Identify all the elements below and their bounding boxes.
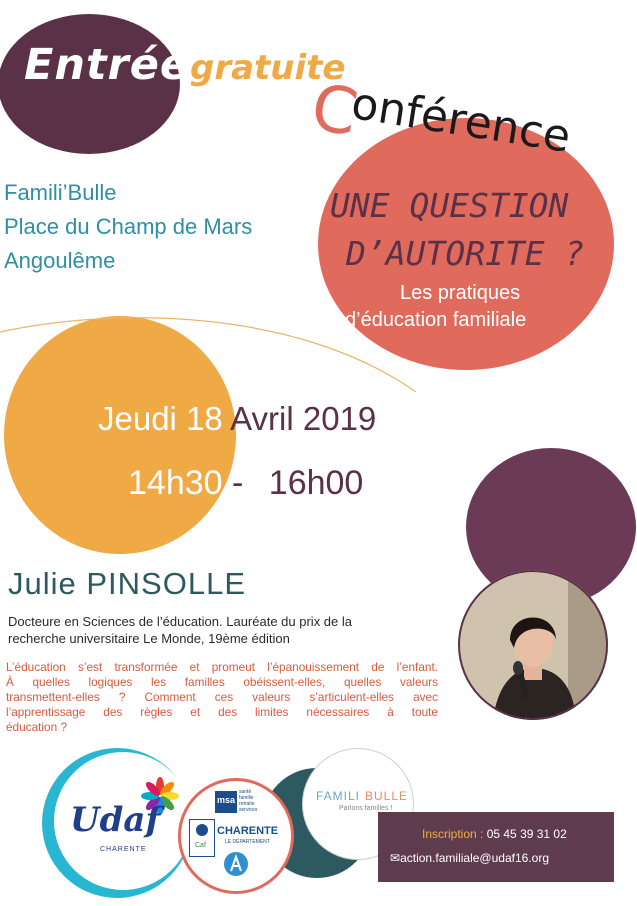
conference-rest: onférence bbox=[348, 78, 575, 163]
date-number: 18 bbox=[186, 400, 223, 437]
time-line bbox=[128, 464, 363, 503]
contact-inscription bbox=[422, 827, 567, 841]
description-line1: L’éducation s’est transformée et promeut l’épanouissement de l’enfant. bbox=[6, 660, 438, 674]
charente-a-icon bbox=[223, 851, 249, 877]
famili-tagline: Parlons familles ! bbox=[339, 805, 393, 812]
entree-label: Entrée bbox=[24, 40, 191, 90]
conference-heading bbox=[305, 70, 622, 163]
partners-circle bbox=[178, 778, 294, 894]
famili-wordmark: FAMILI bbox=[316, 789, 361, 803]
venue-line2: Place du Champ de Mars bbox=[4, 214, 253, 239]
contact-email-row bbox=[390, 851, 549, 865]
description-line3: transmettent-elles ? Comment ces valeurs s’articulent-elles avec bbox=[6, 690, 438, 704]
charente-wordmark: CHARENTE bbox=[217, 825, 279, 837]
speaker-bio-line2: recherche universitaire Le Monde, 19ème édition bbox=[8, 631, 290, 646]
topic-title-line1: UNE QUESTION bbox=[330, 186, 569, 225]
speaker-name: Julie PINSOLLE bbox=[8, 566, 246, 601]
description-line2: À quelles logiques les familles obéissent-elles, quelles valeurs bbox=[6, 675, 438, 689]
mail-icon: ✉ bbox=[390, 851, 401, 865]
contact-phone: 05 45 39 31 02 bbox=[486, 827, 567, 841]
topic-title-line2: D’AUTORITE ? bbox=[346, 234, 585, 273]
description bbox=[6, 660, 438, 735]
udaf-wordmark: Udaf bbox=[70, 800, 161, 840]
caf-wordmark: Caf bbox=[195, 842, 206, 849]
speaker-bio-line1: Docteure en Sciences de l’éducation. Lauréate du prix de la bbox=[8, 614, 352, 629]
time-end: 16h00 bbox=[268, 464, 364, 502]
date-line bbox=[98, 400, 376, 438]
contact-box bbox=[378, 812, 614, 882]
msa-tagline: santé famille retraite services bbox=[239, 789, 258, 813]
caf-logo bbox=[189, 819, 215, 857]
conference-c: C bbox=[305, 70, 363, 152]
udaf-subtitle: CHARENTE bbox=[100, 846, 147, 853]
venue-line1: Famili’Bulle bbox=[4, 180, 117, 205]
topic-subtitle-line1: Les pratiques bbox=[400, 282, 521, 304]
gratuite-label: gratuite bbox=[190, 48, 346, 88]
description-line4: l’apprentissage des règles et des limites nécessaires à toute bbox=[6, 705, 438, 719]
udaf-logo bbox=[54, 752, 192, 890]
bulle-wordmark: BULLE bbox=[365, 789, 409, 803]
marianne-icon bbox=[190, 820, 214, 840]
date-month-year: Avril 2019 bbox=[230, 400, 377, 437]
time-separator: - bbox=[232, 464, 244, 502]
inscription-label: Inscription : bbox=[422, 827, 484, 841]
msa-wordmark: msa bbox=[217, 795, 236, 805]
speaker-photo bbox=[458, 570, 608, 720]
charente-subtitle: LE DÉPARTEMENT bbox=[225, 839, 270, 845]
time-start: 14h30 bbox=[128, 464, 223, 502]
topic-subtitle-line2: d’éducation familiale bbox=[345, 309, 527, 331]
venue-line3: Angoulême bbox=[4, 248, 116, 273]
description-line5: éducation ? bbox=[6, 720, 68, 734]
contact-email[interactable]: action.familiale@udaf16.org bbox=[400, 851, 549, 865]
date-day: Jeudi bbox=[98, 400, 177, 437]
